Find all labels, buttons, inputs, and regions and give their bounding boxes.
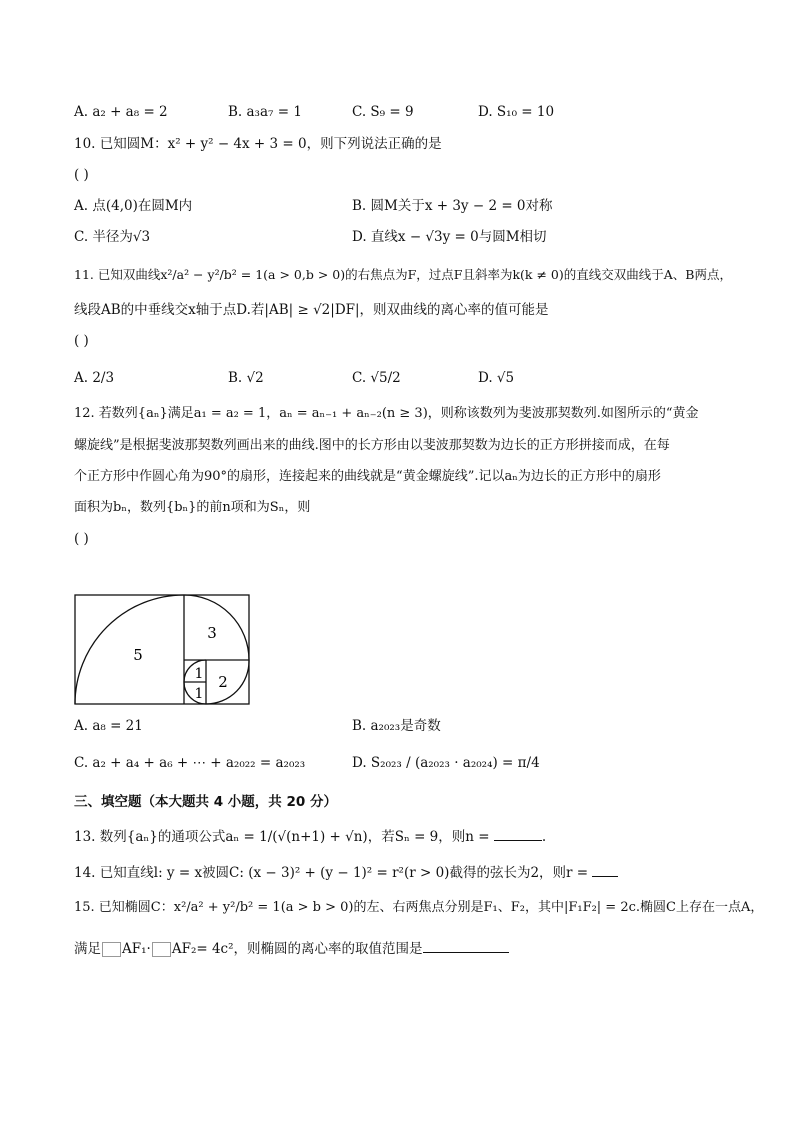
section-fill-in-header: 三、填空题（本大题共 4 小题，共 20 分） <box>74 794 337 810</box>
q15-vector-af1: AF₁ <box>122 941 147 957</box>
label-square-1-top: 1 <box>194 666 204 682</box>
vector-arrow-icon <box>102 942 121 957</box>
q12-stem-line1: 12. 若数列{aₙ}满足a₁ = a₂ = 1，aₙ = aₙ₋₁ + aₙ₋₂(n ≥ 3)，则称该数列为斐波那契数列.如图所示的“黄金 <box>74 406 699 421</box>
q12-option-d: D. S₂₀₂₃ / (a₂₀₂₃ · a₂₀₂₄) = π/4 <box>352 755 540 771</box>
q12-stem-line4: 面积为bₙ，数列{bₙ}的前n项和为Sₙ，则 <box>74 500 311 515</box>
q12-answer-paren: ( ) <box>74 531 89 547</box>
q9-option-d: D. S₁₀ = 10 <box>478 104 555 120</box>
q11-option-a: A. 2/3 <box>74 370 115 386</box>
q12-option-c: C. a₂ + a₄ + a₆ + ⋯ + a₂₀₂₂ = a₂₀₂₃ <box>74 755 306 771</box>
q12-stem-line2: 螺旋线”是根据斐波那契数列画出来的曲线.图中的长方形由以斐波那契数为边长的正方形拼接而成，在每 <box>74 438 670 453</box>
q15-stem-line1: 15. 已知椭圆C：x²/a² + y²/b² = 1(a > b > 0)的左、右两焦点分别是F₁、F₂，其中|F₁F₂| = 2c.椭圆C上存在一点A， <box>74 900 764 915</box>
q11-option-c: C. √5/2 <box>352 370 401 386</box>
q9-option-b: B. a₃a₇ = 1 <box>228 104 302 120</box>
q11-answer-paren: ( ) <box>74 333 89 349</box>
label-square-1-bottom: 1 <box>194 686 204 702</box>
q9-option-a: A. a₂ + a₈ = 2 <box>74 104 168 120</box>
q11-stem-line1: 11. 已知双曲线x²/a² − y²/b² = 1(a > 0,b > 0)的右焦点为F，过点F且斜率为k(k ≠ 0)的直线交双曲线于A、B两点， <box>74 267 732 282</box>
q11-option-b: B. √2 <box>228 370 264 386</box>
q14-line <box>74 862 618 883</box>
q13-stem: 13. 数列{aₙ}的通项公式aₙ = 1/(√(n+1) + √n)，若Sₙ = 9，则n = <box>74 829 490 845</box>
q10-option-d: D. 直线x − √3y = 0与圆M相切 <box>352 229 547 245</box>
golden-spiral-figure <box>74 594 252 706</box>
q15-line2 <box>74 938 509 959</box>
q12-stem-line3: 个正方形中作圆心角为90°的扇形，连接起来的曲线就是“黄金螺旋线”.记以aₙ为边长的正方形中的扇形 <box>74 469 661 484</box>
q15-answer-blank <box>423 938 509 953</box>
q9-option-c: C. S₉ = 9 <box>352 104 414 120</box>
q13-period: . <box>541 829 547 845</box>
q13-line <box>74 826 546 847</box>
label-square-3: 3 <box>207 624 217 642</box>
q15-stem-pre: 满足 <box>74 941 101 957</box>
q10-answer-paren: ( ) <box>74 167 89 183</box>
q11-option-d: D. √5 <box>478 370 515 386</box>
q10-option-a: A. 点(4,0)在圆M内 <box>74 198 193 214</box>
q12-option-b: B. a₂₀₂₃是奇数 <box>352 718 441 734</box>
q15-stem-post: = 4c²，则椭圆的离心率的取值范围是 <box>196 941 423 957</box>
q15-dot: · <box>146 941 151 957</box>
q10-option-b: B. 圆M关于x + 3y − 2 = 0对称 <box>352 198 553 214</box>
q15-vector-af2: AF₂ <box>171 941 197 957</box>
q12-option-a: A. a₈ = 21 <box>74 718 143 734</box>
q11-stem-line2: 线段AB的中垂线交x轴于点D.若|AB| ≥ √2|DF|，则双曲线的离心率的值可能是 <box>74 302 549 318</box>
label-square-5: 5 <box>133 646 143 664</box>
q10-option-c: C. 半径为√3 <box>74 229 151 245</box>
vector-arrow-icon <box>152 942 171 957</box>
label-square-2: 2 <box>218 673 228 691</box>
q14-stem: 14. 已知直线l: y = x被圆C: (x − 3)² + (y − 1)² = r²(r > 0)截得的弦长为2，则r = <box>74 865 589 881</box>
q14-answer-blank <box>592 862 618 877</box>
q10-stem: 10. 已知圆M：x² + y² − 4x + 3 = 0，则下列说法正确的是 <box>74 136 442 152</box>
q13-answer-blank <box>494 826 542 841</box>
